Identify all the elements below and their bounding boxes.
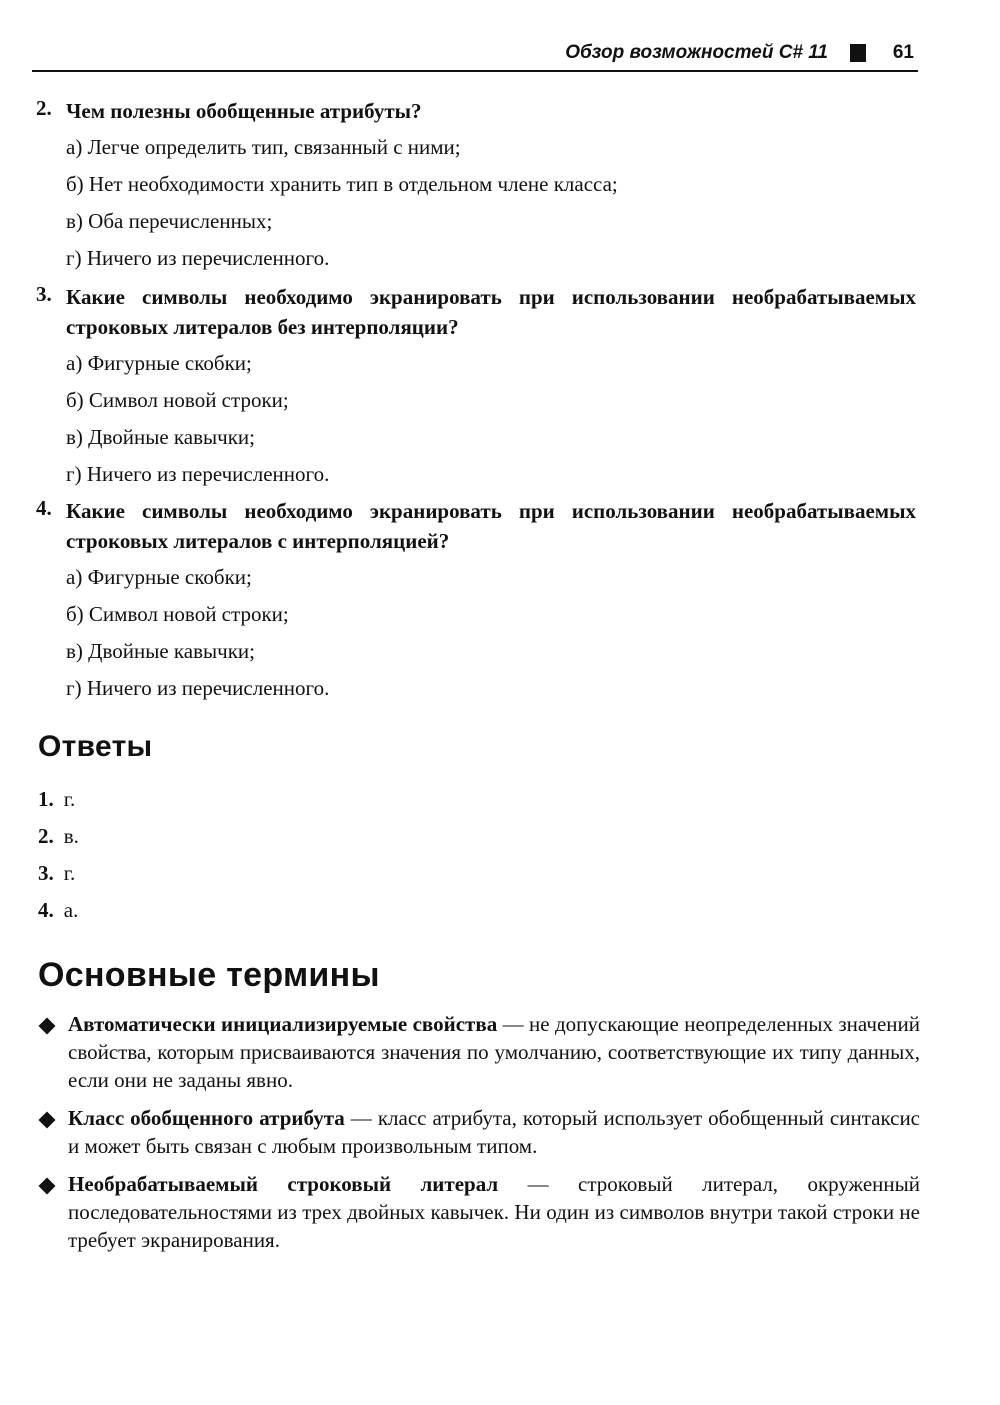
- answer-option: б) Нет необходимости хранить тип в отдельном члене класса;: [66, 172, 618, 196]
- answer-value: г.: [63, 861, 76, 885]
- answer-option: г) Ничего из перечисленного.: [66, 462, 330, 486]
- key-terms-heading: Основные термины: [38, 956, 380, 994]
- running-header: [32, 40, 918, 72]
- term-definition: — строковый литерал, окруженный последовательностями из трех двойных кавычек. Ни один из символов внутри такой строки не требует экранирования.: [68, 1172, 920, 1252]
- answers-heading: Ответы: [38, 730, 153, 763]
- term-name: Класс обобщенного атрибута: [68, 1106, 345, 1130]
- answer-option: а) Фигурные скобки;: [66, 351, 252, 375]
- answers-list: [38, 781, 338, 929]
- question-number: 3.: [36, 282, 52, 306]
- question-4: [36, 496, 916, 707]
- key-terms-list: [38, 1010, 920, 1264]
- answer-option: г) Ничего из перечисленного.: [66, 676, 330, 700]
- term-definition: — не допускающие неопределенных значений свойства, которым присваиваются значения по умолчанию, соответствующие их типу данных, если они не заданы явно.: [68, 1012, 920, 1092]
- answer-option: а) Фигурные скобки;: [66, 565, 252, 589]
- term-item: [38, 1104, 920, 1160]
- answer-option: б) Символ новой строки;: [66, 602, 289, 626]
- answer-item: [38, 781, 338, 818]
- answer-value: а.: [63, 898, 79, 922]
- answer-option: г) Ничего из перечисленного.: [66, 246, 330, 270]
- question-number: 4.: [36, 496, 52, 520]
- answer-item: [38, 818, 338, 855]
- question-text: Какие символы необходимо экранировать при использовании необрабатываемых строковых литералов без интерполяции?: [66, 285, 916, 339]
- answer-number: 4.: [38, 898, 54, 922]
- page-number: 61: [892, 42, 914, 63]
- question-number: 2.: [36, 96, 52, 120]
- diamond-bullet-icon: [39, 1178, 56, 1195]
- term-definition: — класс атрибута, который использует обобщенный синтаксис и может быть связан с любым произвольным типом.: [68, 1106, 921, 1158]
- term-name: Необрабатываемый строковый литерал: [68, 1172, 499, 1196]
- running-header-title: Обзор возможностей C# 11: [565, 42, 828, 63]
- answer-number: 2.: [38, 824, 54, 848]
- term-item: [38, 1170, 920, 1254]
- answer-item: [38, 855, 338, 892]
- header-square-icon: [850, 44, 866, 62]
- answer-option: а) Легче определить тип, связанный с ними;: [66, 135, 461, 159]
- answer-number: 1.: [38, 787, 54, 811]
- question-text: Чем полезны обобщенные атрибуты?: [66, 99, 422, 123]
- question-3: [36, 282, 916, 493]
- answer-option: в) Оба перечисленных;: [66, 209, 273, 233]
- answer-item: [38, 892, 338, 929]
- term-item: [38, 1010, 920, 1094]
- answer-option: в) Двойные кавычки;: [66, 425, 255, 449]
- answer-number: 3.: [38, 861, 54, 885]
- term-name: Автоматически инициализируемые свойства: [68, 1012, 498, 1036]
- question-text: Какие символы необходимо экранировать при использовании необрабатываемых строковых литералов с интерполяцией?: [66, 499, 916, 553]
- question-2: [36, 96, 916, 277]
- answer-option: б) Символ новой строки;: [66, 388, 289, 412]
- answer-option: в) Двойные кавычки;: [66, 639, 255, 663]
- diamond-bullet-icon: [39, 1112, 56, 1129]
- answer-value: в.: [63, 824, 79, 848]
- answer-value: г.: [63, 787, 76, 811]
- diamond-bullet-icon: [39, 1018, 56, 1035]
